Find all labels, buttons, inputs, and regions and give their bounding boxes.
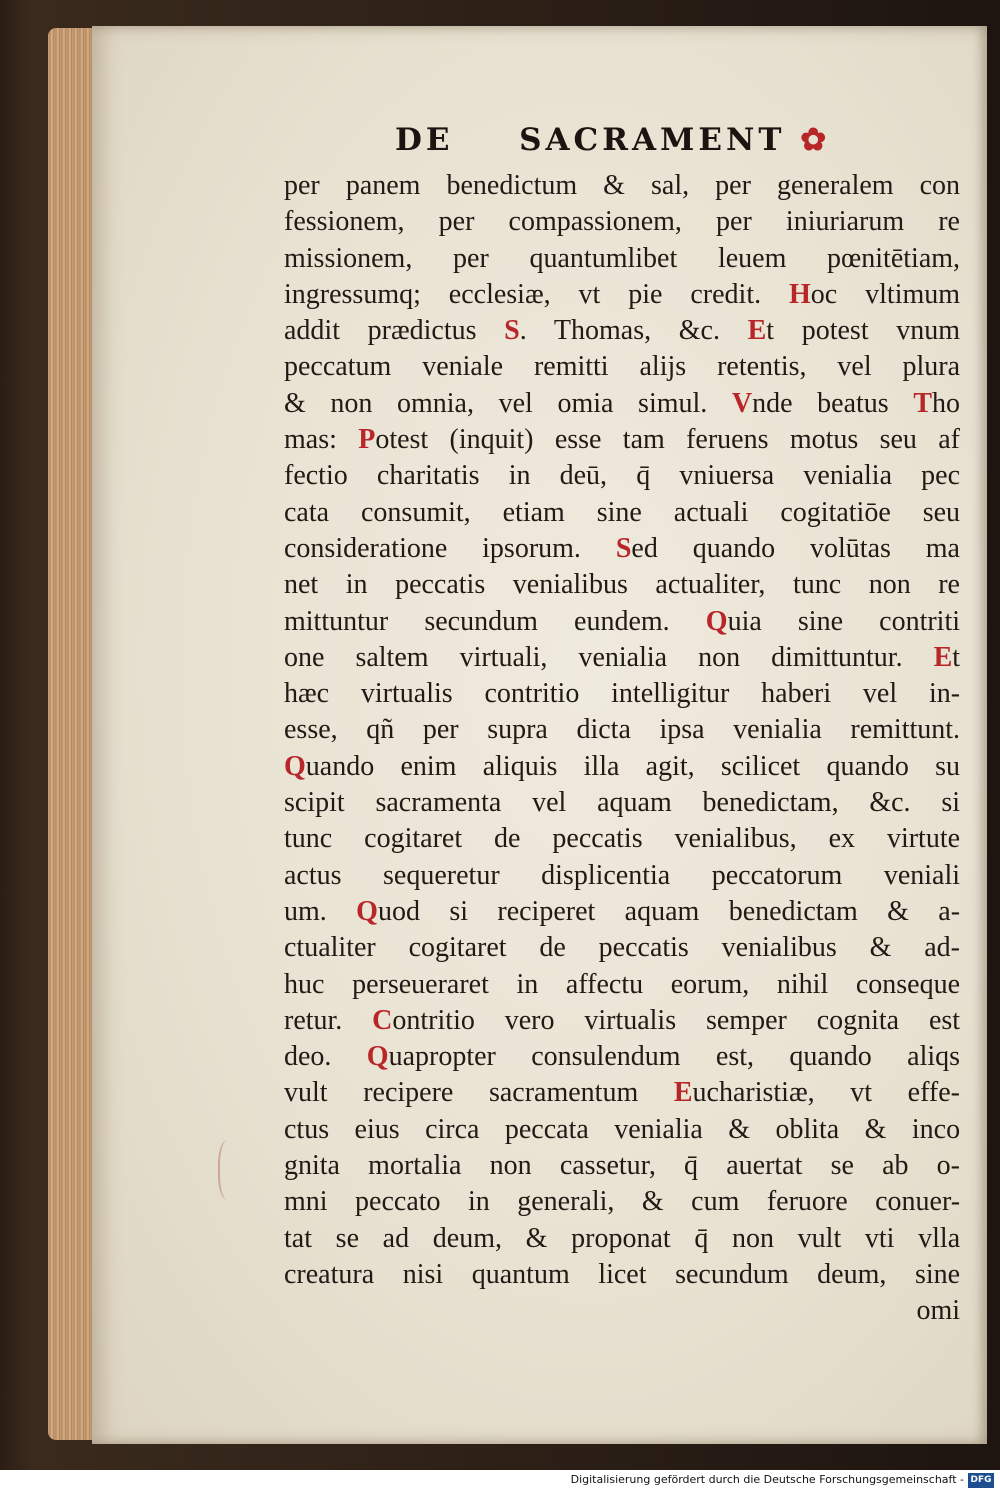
text-line: deo. Quapropter consulendum est, quando aliqs xyxy=(284,1041,960,1073)
text-line: consideratione ipsorum. Sed quando volūtas ma xyxy=(284,532,960,564)
text-line: & non omnia, vel omia simul. Vnde beatus Tho xyxy=(284,387,960,419)
text-line: scipit sacramenta vel aquam benedictam, &c. si xyxy=(284,787,960,819)
text-line: addit prædictus S. Thomas, &c. Et potest vnum xyxy=(284,315,960,347)
footer-bar xyxy=(0,1470,1000,1492)
text-line: mittuntur secundum eundem. Quia sine contriti xyxy=(284,605,960,637)
text-line: cata consumit, etiam sine actuali cogitatiōe seu xyxy=(284,496,960,528)
text-line: per panem benedictum & sal, per generalem con xyxy=(284,170,960,201)
text-line: hæc virtualis contritio intelligitur haberi vel in- xyxy=(284,678,960,710)
rubricated-initial: E xyxy=(673,1077,693,1109)
text-line: esse, qñ per supra dicta ipsa venialia remittunt. xyxy=(284,714,960,746)
text-line: ctualiter cogitaret de peccatis venialibus & ad- xyxy=(284,932,960,964)
text-line: net in peccatis venialibus actualiter, tunc non re xyxy=(284,569,960,601)
text-line: creatura nisi quantum licet secundum deum, sine xyxy=(284,1258,960,1290)
rubricated-initial: Q xyxy=(356,895,378,927)
text-line: fessionem, per compassionem, per iniuriarum re xyxy=(284,206,960,238)
text-line: actus sequeretur displicentia peccatorum veniali xyxy=(284,859,960,891)
text-line: peccatum veniale remitti alijs retentis, vel plura xyxy=(284,351,960,383)
rubricated-initial: S xyxy=(615,532,632,564)
main-text-block xyxy=(284,168,960,1330)
text-line: Quando enim aliquis illa agit, scilicet quando su xyxy=(284,750,960,782)
rubricated-initial: Q xyxy=(366,1041,389,1073)
rubricated-initial: Q xyxy=(284,750,306,782)
running-head-word-1: DE xyxy=(395,122,454,158)
dfg-logo: DFG xyxy=(968,1473,994,1488)
text-line: tunc cogitaret de peccatis venialibus, ex virtute xyxy=(284,823,960,855)
rubricated-initial: C xyxy=(372,1004,393,1036)
text-line: tat se ad deum, & proponat q̄ non vult vti vlla xyxy=(284,1222,960,1254)
rubricated-initial: V xyxy=(731,387,753,419)
text-line: mni peccato in generali, & cum feruore conuer- xyxy=(284,1186,960,1218)
text-line: retur. Contritio vero virtualis semper cognita est xyxy=(284,1004,960,1036)
rubricated-initial: H xyxy=(789,278,811,310)
rubricated-initial: P xyxy=(358,424,376,456)
rubricated-initial: T xyxy=(913,387,932,419)
running-head-word-2: SACRAMENT xyxy=(519,122,786,158)
rubricated-initial: E xyxy=(933,641,953,673)
footer-credit: Digitalisierung gefördert durch die Deutsche Forschungsgemeinschaft - xyxy=(570,1473,964,1486)
text-line: huc perseueraret in affectu eorum, nihil conseque xyxy=(284,968,960,1000)
text-line: one saltem virtuali, venialia non dimittuntur. Et xyxy=(284,641,960,673)
text-line: mas: Potest (inquit) esse tam feruens motus seu af xyxy=(284,424,960,456)
rubricated-initial: E xyxy=(747,315,767,347)
margin-mark xyxy=(218,1140,242,1200)
running-head-ornament: ✿ xyxy=(800,122,831,158)
rubricated-initial: S xyxy=(504,315,520,347)
text-line: omi xyxy=(916,1295,960,1327)
text-line: gnita mortalia non cassetur, q̄ auertat se ab o- xyxy=(284,1150,960,1182)
text-line: um. Quod si reciperet aquam benedictam & a- xyxy=(284,895,960,927)
text-line: ctus eius circa peccata venialia & oblita & inco xyxy=(284,1113,960,1145)
text-line: vult recipere sacramentum Eucharistiæ, vt effe- xyxy=(284,1077,960,1109)
rubricated-initial: Q xyxy=(705,605,728,637)
text-line: fectio charitatis in deū, q̄ vniuersa venialia pec xyxy=(284,460,960,492)
text-line: missionem, per quantumlibet leuem pœnitētiam, xyxy=(284,242,960,274)
text-line: ingressumq; ecclesiæ, vt pie credit. Hoc vltimum xyxy=(284,278,960,310)
running-head xyxy=(395,122,855,166)
